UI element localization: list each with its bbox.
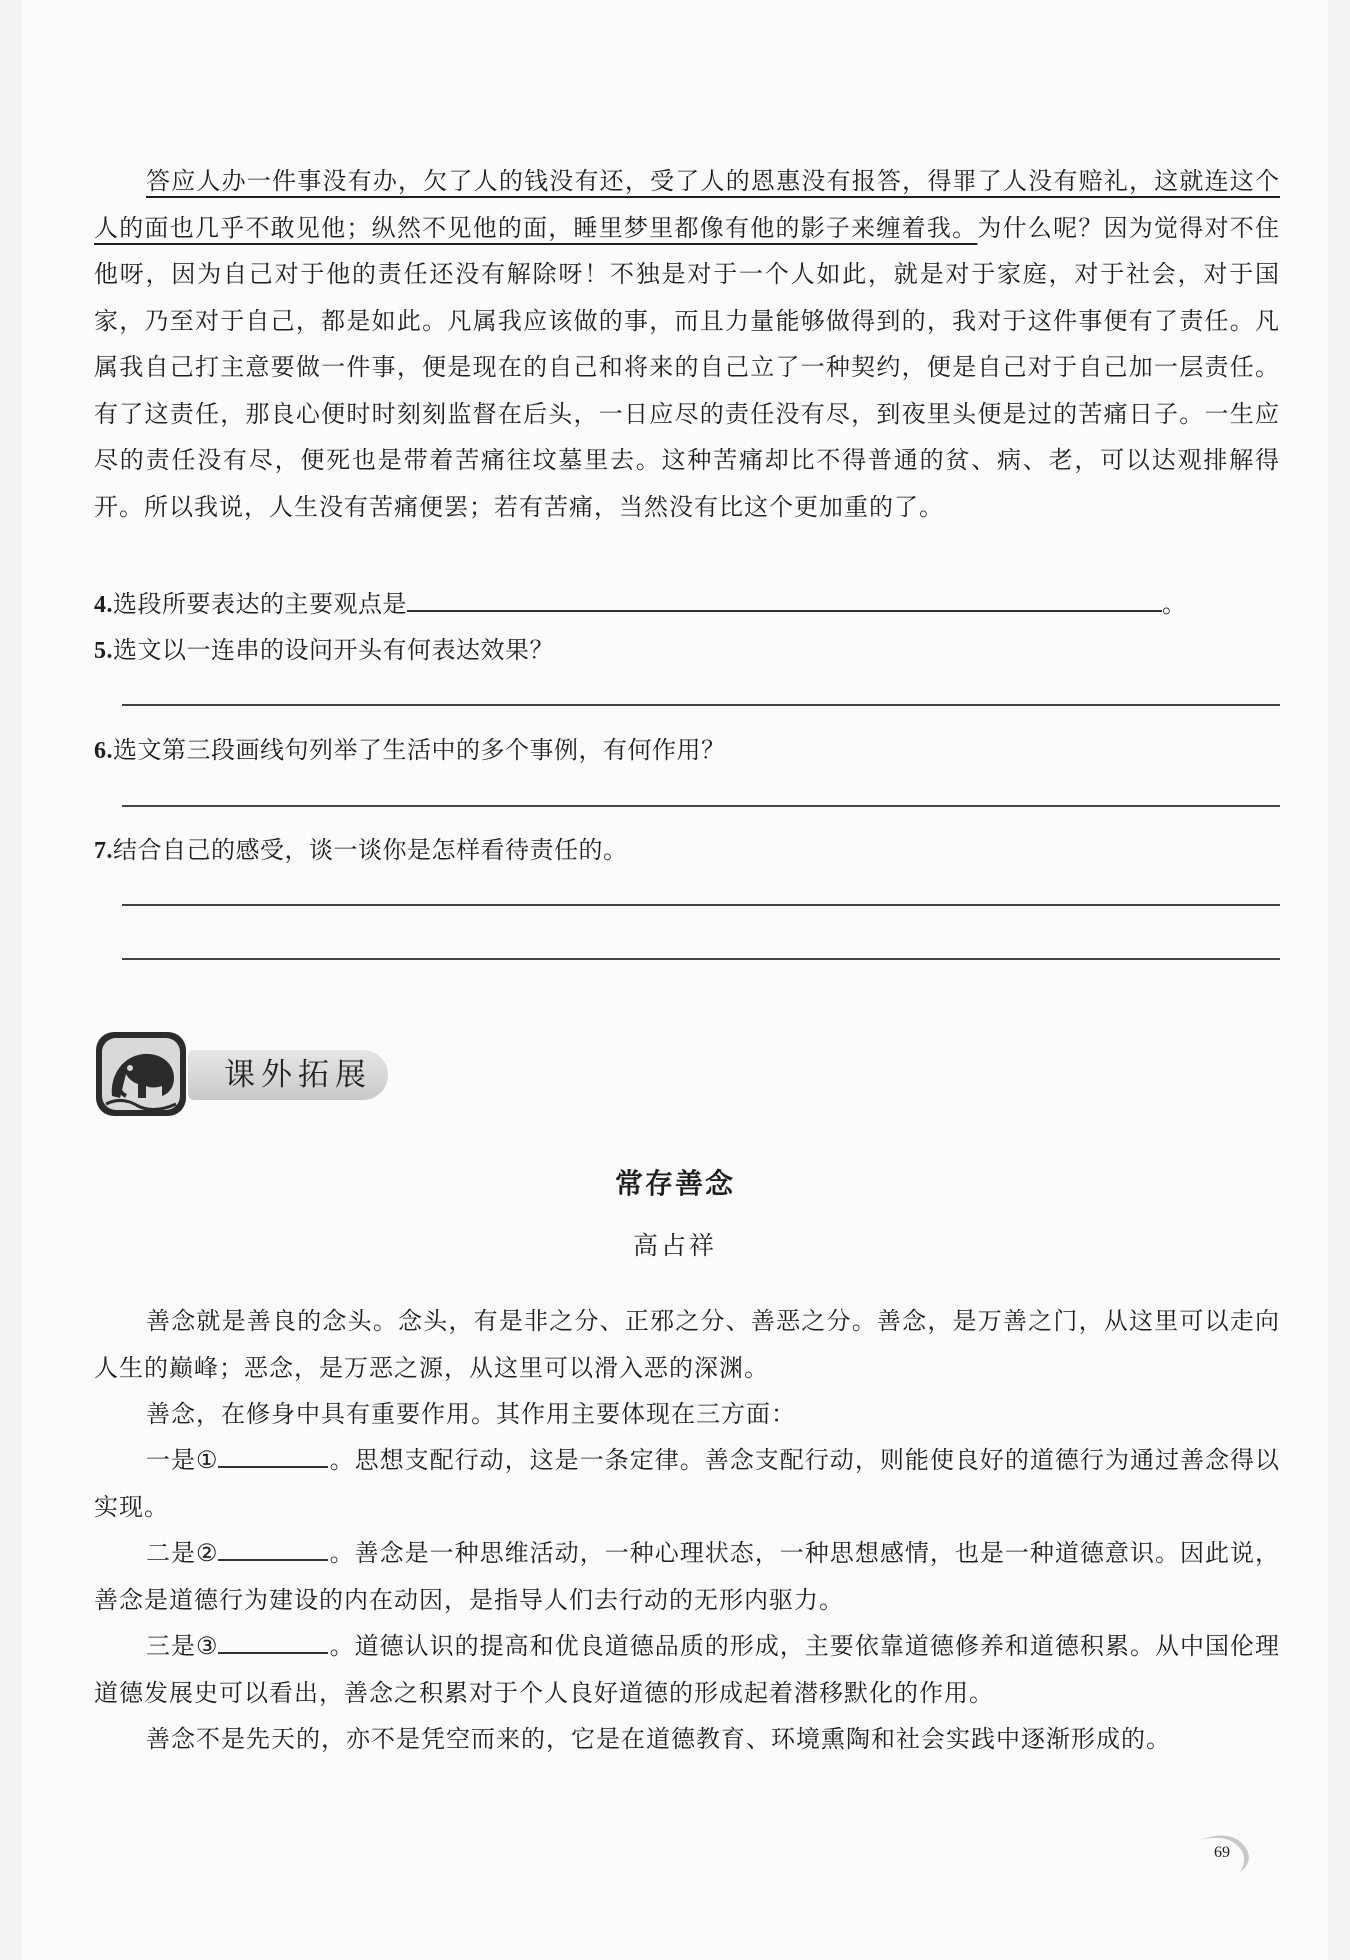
question-number: 6. <box>94 738 113 764</box>
point-text: 。道德认识的提高和优良道德品质的形成，主要依靠道德修养和道德积累。从中国伦理道德发展史可以看出，善念之积累对于个人良好道德的形成起着潜移默化的作用。 <box>94 1632 1281 1707</box>
question-4 <box>94 584 1187 619</box>
answer-line[interactable] <box>122 904 1280 906</box>
answer-line[interactable] <box>122 704 1280 706</box>
elephant-emblem-icon <box>92 1026 192 1122</box>
passage-paragraph <box>94 158 1280 530</box>
page-number: 69 <box>1214 1844 1230 1861</box>
point-text: 。思想支配行动，这是一条定律。善念支配行动，则能使良好的道德行为通过善念得以实现。 <box>94 1446 1281 1521</box>
question-text: 结合自己的感受，谈一谈你是怎样看待责任的。 <box>113 836 628 864</box>
question-6 <box>94 730 726 765</box>
blank-marker: ③ <box>196 1632 218 1660</box>
question-number: 7. <box>94 838 113 864</box>
essay-paragraph-2: 善念，在修身中具有重要作用。其作用主要体现在三方面： <box>146 1400 796 1428</box>
fill-in-blank-2[interactable] <box>218 1537 328 1561</box>
essay-author: 高占祥 <box>632 1231 717 1260</box>
question-number: 4. <box>94 592 113 618</box>
question-text: 选文以一连串的设问开头有何表达效果？ <box>113 636 554 664</box>
essay-paragraph-4 <box>94 1530 1280 1623</box>
essay-title: 常存善念 <box>614 1167 735 1200</box>
section-banner <box>70 1026 400 1122</box>
section-banner-label: 课外拓展 <box>188 1050 388 1100</box>
essay-paragraph-5 <box>94 1623 1280 1716</box>
essay-paragraph-1: 善念就是善良的念头。念头，有是非之分、正邪之分、善恶之分。善念，是万善之门，从这里可以走向人生的巅峰；恶念，是万恶之源，从这里可以滑入恶的深渊。 <box>94 1307 1280 1382</box>
fill-in-blank-1[interactable] <box>218 1444 328 1468</box>
question-end: 。 <box>1162 590 1187 618</box>
point-text: 。善念是一种思维活动，一种心理状态，一种思想感情，也是一种道德意识。因此说，善念是道德行为建设的内在动因，是指导人们去行动的无形内驱力。 <box>94 1539 1281 1614</box>
answer-line[interactable] <box>122 805 1280 807</box>
question-text: 选文第三段画线句列举了生活中的多个事例，有何作用？ <box>113 736 726 764</box>
essay-paragraph-3 <box>94 1437 1280 1530</box>
answer-blank[interactable] <box>407 588 1162 612</box>
blank-marker: ② <box>196 1539 218 1567</box>
answer-line[interactable] <box>122 958 1280 960</box>
point-lead: 一是 <box>146 1446 197 1474</box>
point-lead: 二是 <box>146 1539 197 1567</box>
essay-paragraph-6: 善念不是先天的，亦不是凭空而来的，它是在道德教育、环境熏陶和社会实践中逐渐形成的。 <box>146 1725 1171 1753</box>
underlined-sentence: 答应人办一件事没有办，欠了人的钱没有还，受了人的恩惠没有报答，得罪了人没有赔礼，这就连这个人的面也几乎不敢见他；纵然不见他的面，睡里梦里都像有他的影子来缠着我。 <box>94 167 1280 242</box>
fill-in-blank-3[interactable] <box>218 1630 328 1654</box>
passage-text: 为什么呢？因为觉得对不住他呀，因为自己对于他的责任还没有解除呀！不独是对于一个人如此，就是对于家庭，对于社会，对于国家，乃至对于自己，都是如此。凡属我应该做的事，而且力量能够做得到的，我对于这件事便有了责任。凡属我自己打主意要做一件事，便是现在的自己和将来的自己立了一种契约，便是自己对于自己加一层责任。有了这责任，那良心便时时刻刻监督在后头，一日应尽的责任没有尽，到夜里头便是过的苦痛日子。一生应尽的责任没有尽，便死也是带着苦痛往坟墓里去。这种苦痛却比不得普通的贫、病、老，可以达观排解得开。所以我说，人生没有苦痛便罢；若有苦痛，当然没有比这个更加重的了。 <box>94 213 1281 521</box>
workbook-page <box>22 0 1328 1960</box>
blank-marker: ① <box>196 1446 218 1474</box>
point-lead: 三是 <box>146 1632 197 1660</box>
question-7 <box>94 830 628 865</box>
question-5 <box>94 630 554 665</box>
question-number: 5. <box>94 638 113 664</box>
question-text: 选段所要表达的主要观点是 <box>113 590 407 618</box>
